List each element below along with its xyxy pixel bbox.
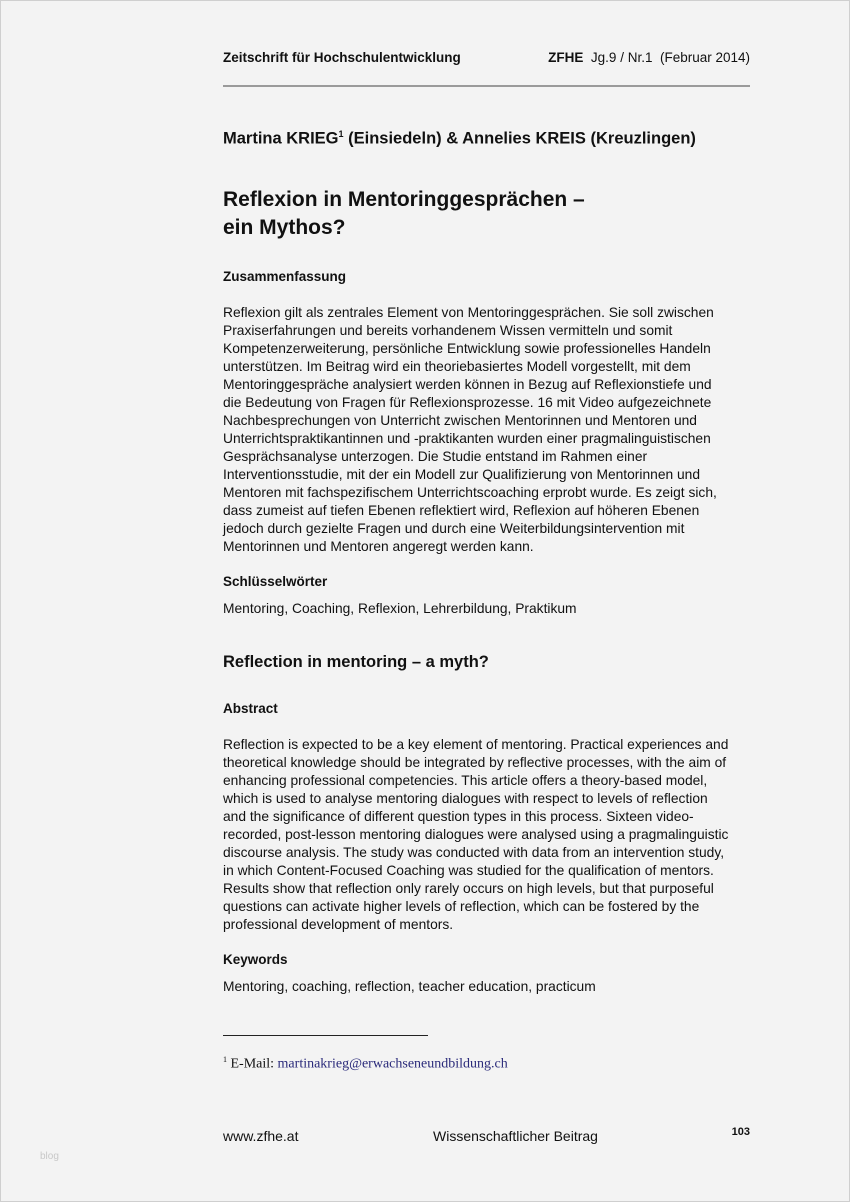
summary-text — [223, 304, 717, 556]
text-line: enhancing professional competencies. This article offers a theory-based model, — [223, 773, 708, 788]
article-title: Reflexion in Mentoringgesprächen – ein Mythos? — [223, 188, 585, 239]
footnote-rule — [223, 1035, 428, 1036]
text-line: Interventionsstudie, mit der ein Modell zur Qualifizierung von Mentorinnen und — [223, 467, 701, 482]
text-line: die Bedeutung von Fragen für Reflexionsprozesse. 16 mit Video aufgezeichnete — [223, 395, 712, 410]
text-line: Reflection is expected to be a key element of mentoring. Practical experiences and — [223, 737, 729, 752]
text-line: discourse analysis. The study was conducted with data from an intervention study, — [223, 845, 725, 860]
header-rule — [223, 85, 750, 87]
issue-info: ZFHE Jg.9 / Nr.1 (Februar 2014) — [548, 50, 750, 65]
text-line: recorded, post-lesson mentoring dialogues were analysed using a pragmalinguistic — [223, 827, 729, 842]
text-line: dass zumeist auf tiefen Ebenen reflektiert wird, Reflexion auf höheren Ebenen — [223, 503, 700, 518]
email-link[interactable]: martinakrieg@erwachseneundbildung.ch — [277, 1056, 508, 1072]
text-line: jedoch durch gezielte Fragen und durch eine Weiterbildungsintervention mit — [223, 521, 685, 536]
text-line: Praxiserfahrungen und bereits vorhandenem Wissen vermitteln und somit — [223, 323, 673, 338]
keywords-de: Mentoring, Coaching, Reflexion, Lehrerbildung, Praktikum — [223, 601, 577, 616]
text-line: questions can activate higher levels of reflection, which can be fostered by the — [223, 899, 700, 914]
keywords-de-heading: Schlüsselwörter — [223, 574, 328, 589]
text-line: Kompetenzerweiterung, persönliche Entwicklung sowie professionelles Handeln — [223, 341, 711, 356]
watermark: blog — [40, 1151, 59, 1162]
text-line: in which Content-Focused Coaching was studied for the qualification of mentors. — [223, 863, 714, 878]
footnote: $^1$ E-Mail: martinakrieg@erwachseneundbildung.ch — [223, 1055, 508, 1072]
summary-heading: Zusammenfassung — [223, 269, 347, 284]
text-line: unterstützen. Im Beitrag wird ein theoriebasiertes Modell vorgestellt, mit dem — [223, 359, 691, 374]
text-line: Mentoringgespräche analysiert werden können in Bezug auf Reflexionstiefe und — [223, 377, 712, 392]
text-line: professional development of mentors. — [223, 917, 454, 932]
text-line: Mentorinnen und Mentoren angeregt werden kann. — [223, 539, 534, 554]
text-line: Gesprächsanalyse unterzogen. Die Studie entstand im Rahmen einer — [223, 449, 648, 464]
text-line: Reflexion gilt als zentrales Element von Mentoringgesprächen. Sie soll zwischen — [223, 305, 714, 320]
text-line: and the significance of different question types in this process. Sixteen video- — [223, 809, 694, 824]
abstract-text — [223, 736, 728, 934]
journal-name: Zeitschrift für Hochschulentwicklung — [223, 50, 461, 65]
keywords-en-heading: Keywords — [223, 952, 288, 967]
page-number: 103 — [731, 1126, 750, 1138]
text-line: Mentoren mit fachspezifischem Unterrichtscoaching erprobt wurde. Es zeigt sich, — [223, 485, 717, 500]
footer-website[interactable]: www.zfhe.at — [223, 1128, 299, 1144]
text-line: Results show that reflection only rarely occurs on high levels, but that purposeful — [223, 881, 714, 896]
footer-section: Wissenschaftlicher Beitrag — [433, 1128, 598, 1144]
running-header — [223, 50, 750, 65]
english-title: Reflection in mentoring – a myth? — [223, 653, 489, 671]
text-line: theoretical knowledge should be integrated by reflective processes, with the aim of — [223, 755, 727, 770]
text-line: Nachbesprechungen von Unterricht zwischen Mentorinnen und Mentoren und — [223, 413, 697, 428]
abstract-heading: Abstract — [223, 701, 278, 716]
text-line: Unterrichtspraktikantinnen und -praktikanten wurden einer pragmalinguistischen — [223, 431, 711, 446]
keywords-en: Mentoring, coaching, reflection, teacher education, practicum — [223, 979, 596, 994]
footnote-mark: 1 — [338, 129, 344, 139]
authors: Martina KRIEG$^1$ (Einsiedeln) & Annelies KREIS (Kreuzlingen) — [223, 129, 696, 148]
text-line: which is used to analyse mentoring dialogues with respect to levels of reflection — [223, 791, 708, 806]
